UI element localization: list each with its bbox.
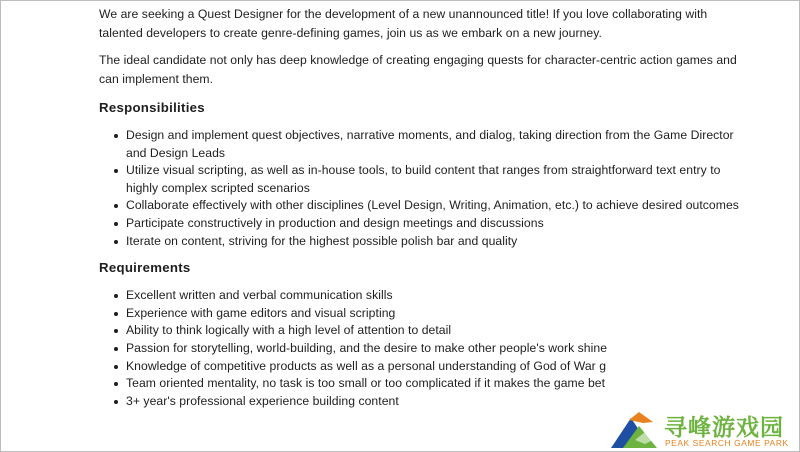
list-item-text: Collaborate effectively with other disciplines (Level Design, Writing, Animation, etc.) to achieve desired outcomes: [126, 198, 739, 213]
list-item-text: Knowledge of competitive products as well as a personal understanding of God of War g: [126, 358, 607, 373]
list-item: [99, 322, 739, 340]
job-description: [99, 5, 739, 410]
list-item: [99, 305, 739, 323]
bullet-icon: [114, 294, 118, 298]
list-item-text: Team oriented mentality, no task is too small or too complicated if it makes the game bet: [126, 376, 606, 391]
requirements-list: [99, 287, 739, 410]
bullet-icon: [114, 382, 118, 386]
list-item: [99, 215, 739, 233]
list-item: [99, 127, 739, 162]
list-item: [99, 340, 739, 358]
watermark-subtitle: PEAK SEARCH GAME PARK: [665, 438, 789, 448]
intro-paragraph: We are seeking a Quest Designer for the development of a new unannounced title! If you love collaborating with talented developers to create genre-defining games, join us as we embark on a new journey.: [99, 7, 708, 40]
mountain-peak-icon: [609, 410, 659, 450]
list-item: [99, 162, 739, 197]
requirements-heading: Requirements: [99, 260, 191, 276]
ideal-candidate-paragraph: The ideal candidate not only has deep knowledge of creating engaging quests for character-centric action games and can implement them.: [99, 53, 737, 86]
list-item-text: Passion for storytelling, world-building, and the desire to make other people's work shine: [126, 340, 608, 355]
responsibilities-heading: Responsibilities: [99, 100, 205, 115]
bullet-icon: [114, 222, 118, 226]
list-item-text: Design and implement quest objectives, narrative moments, and dialog, taking direction from the Game Director and Design Leads: [126, 128, 734, 160]
list-item: [99, 233, 739, 251]
bullet-icon: [114, 347, 118, 351]
watermark-title: 寻峰游戏园: [664, 415, 784, 441]
list-item-text: Iterate on content, striving for the highest possible polish bar and quality: [126, 233, 518, 248]
list-item-text: Experience with game editors and visual scripting: [126, 305, 396, 320]
bullet-icon: [114, 204, 118, 208]
list-item-text: Utilize visual scripting, as well as in-house tools, to build content that ranges from straightforward text entry to highly complex scripted scenarios: [126, 163, 721, 195]
bullet-icon: [114, 134, 118, 138]
bullet-icon: [114, 169, 118, 173]
list-item: [99, 287, 739, 305]
responsibilities-list: [99, 127, 739, 250]
bullet-icon: [114, 312, 118, 316]
bullet-icon: [114, 329, 118, 333]
list-item-text: Ability to think logically with a high level of attention to detail: [126, 323, 452, 338]
bullet-icon: [114, 365, 118, 369]
list-item-text: Participate constructively in production and design meetings and discussions: [126, 215, 544, 230]
site-watermark-logo: [607, 406, 800, 452]
list-item: [99, 197, 739, 215]
bullet-icon: [114, 400, 118, 404]
list-item-text: Excellent written and verbal communication skills: [126, 288, 393, 303]
list-item: [99, 358, 739, 376]
list-item: [99, 375, 739, 393]
bullet-icon: [114, 240, 118, 244]
list-item-text: 3+ year's professional experience building content: [126, 393, 399, 408]
